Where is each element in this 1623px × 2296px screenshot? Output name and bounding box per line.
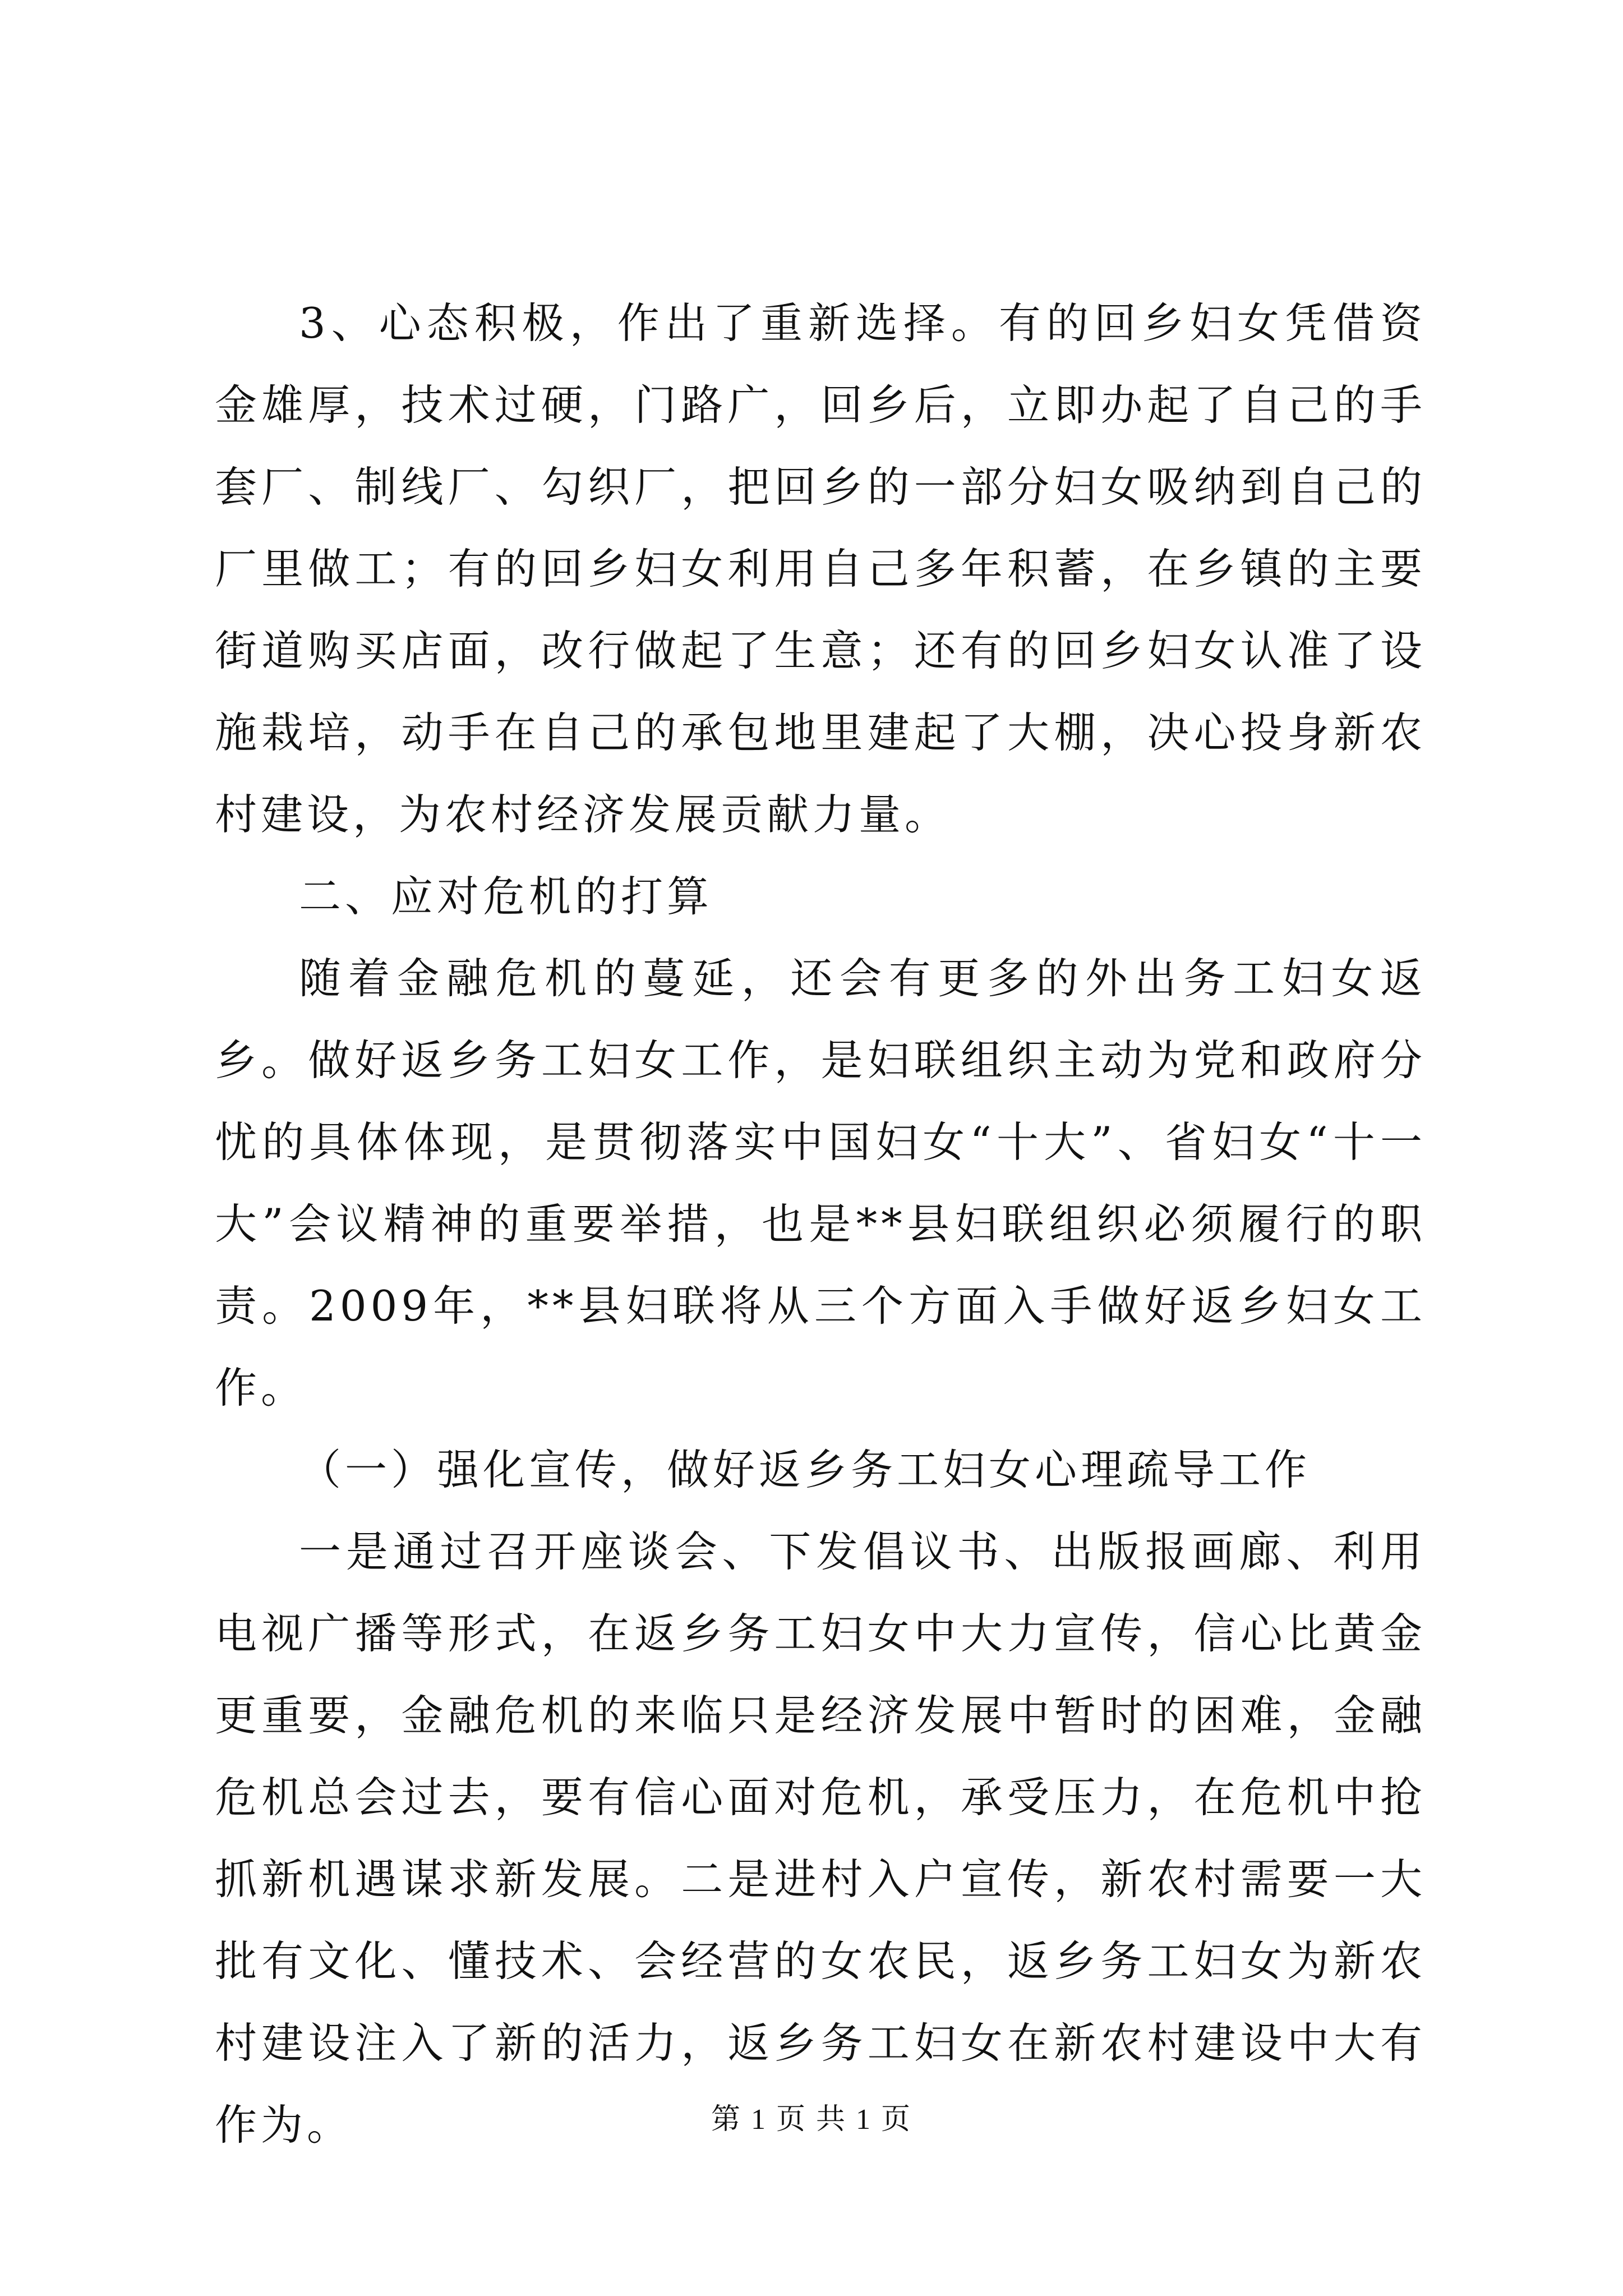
section-heading-crisis-plan: 二、应对危机的打算 [299,872,713,921]
paragraph-crisis-spread: 随着金融危机的蔓延，还会有更多的外出务工妇女返乡。做好返乡务工妇女工作，是妇联组织主动为党和政府分忧的具体体现，是贯彻落实中国妇女“十大”、省妇女“十一大”会议精神的重要举措，也是**县妇联组织必须履行的职责。2009年，**县妇联将从三个方面入手做好返乡妇女工作。 [215,954,1426,1412]
paragraph-publicity-measures: 一是通过召开座谈会、下发倡议书、出版报画廊、利用电视广播等形式，在返乡务工妇女中大力宣传，信心比黄金更重要，金融危机的来临只是经济发展中暂时的困难，金融危机总会过去，要有信心面对危机，承受压力，在危机中抢抓新机遇谋求新发展。二是进村入户宣传，新农村需要一大批有文化、懂技术、会经营的女农民，返乡务工妇女为新农村建设注入了新的活力，返乡务工妇女在新农村建设中大有作为。 [215,1527,1426,2150]
subsection-heading-publicity: （一）强化宣传，做好返乡务工妇女心理疏导工作 [299,1445,1311,1494]
document-body [215,282,1426,2166]
page-footer: 第 1 页 共 1 页 [711,2104,912,2136]
paragraph-mindset: 3、心态积极，作出了重新选择。有的回乡妇女凭借资金雄厚，技术过硬，门路广，回乡后，立即办起了自己的手套厂、制线厂、勾织厂，把回乡的一部分妇女吸纳到自己的厂里做工；有的回乡妇女利用自己多年积蓄，在乡镇的主要街道购买店面，改行做起了生意；还有的回乡妇女认准了设施栽培，动手在自己的承包地里建起了大棚，决心投身新农村建设，为农村经济发展贡献力量。 [215,298,1426,839]
